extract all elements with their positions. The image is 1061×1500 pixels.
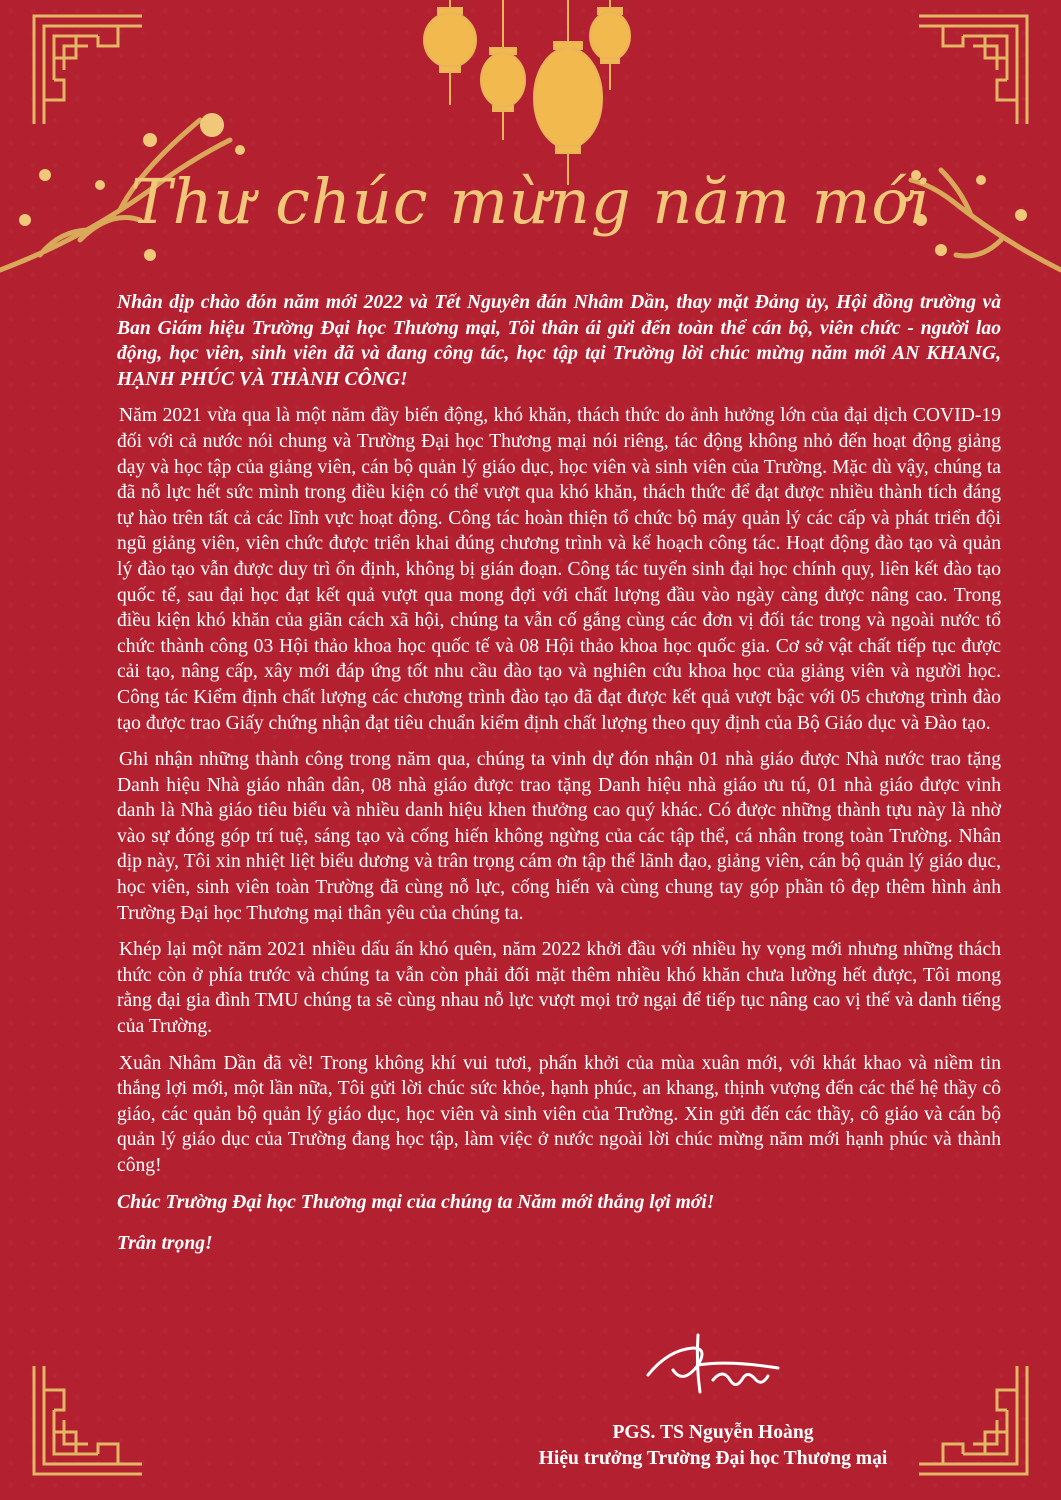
page-title: Thư chúc mừng năm mới: [130, 165, 931, 238]
signature-icon: [638, 1330, 788, 1400]
signature-block: [523, 1330, 903, 1470]
body-paragraph: Khép lại một năm 2021 nhiều dấu ấn khó quên, năm 2022 khởi đầu với nhiều hy vọng mới nhưng những thách thức còn ở phía trước và chúng ta vẫn còn phải đối mặt thêm nhiều khó khăn chưa lường hết được, Tôi mong rằng đại gia đình TMU chúng ta sẽ cùng nhau nỗ lực vượt mọi trở ngại để tiếp tục nâng cao vị thế và danh tiếng của Trường.: [117, 939, 1001, 1038]
corner-ornament-icon: [28, 1360, 148, 1480]
intro-paragraph: Nhân dịp chào đón năm mới 2022 và Tết Nguyên đán Nhâm Dần, thay mặt Đảng ủy, Hội đồng trường và Ban Giám hiệu Trường Đại học Thương mại, Tôi thân ái gửi đến toàn thể cán bộ, viên chức - người lao động, học viên, sinh viên đã và đang công tác, học tập tại Trường lời chúc mừng năm mới AN KHANG, HẠNH PHÚC VÀ THÀNH CÔNG!: [117, 292, 1001, 390]
lantern-icon: [380, 0, 680, 320]
regards: Trân trọng!: [117, 1233, 213, 1255]
closing-wish: Chúc Trường Đại học Thương mại của chúng ta Năm mới thắng lợi mới!: [117, 1191, 715, 1213]
corner-ornament-icon: [913, 1360, 1033, 1480]
body-paragraph: Ghi nhận những thành công trong năm qua, chúng ta vinh dự đón nhận 01 nhà giáo được Nhà nước trao tặng Danh hiệu Nhà giáo nhân dân, 08 nhà giáo được trao tặng Danh hiệu nhà giáo ưu tú, 01 nhà giáo được vinh danh là Nhà giáo tiêu biểu và nhiều danh hiệu khen thưởng cao quý khác. Có được những thành tựu này là nhờ vào sự đóng góp trí tuệ, sáng tạo và cống hiến không ngừng của các tập thể, cá nhân trong toàn Trường. Nhân dịp này, Tôi xin nhiệt liệt biểu dương và trân trọng cám ơn tập thể lãnh đạo, giảng viên, cán bộ quản lý giáo dục, học viên, sinh viên toàn Trường đã cùng nỗ lực, cống hiến và cùng chung tay góp phần tô đẹp thêm hình ảnh Trường Đại học Thương mại thân yêu của chúng ta.: [117, 749, 1001, 924]
letter-body: [117, 290, 1001, 1273]
lanterns-decoration: [380, 0, 680, 320]
corner-ornament-bottom-right: [913, 1360, 1033, 1480]
body-paragraph: Xuân Nhâm Dần đã về! Trong không khí vui tươi, phấn khởi của mùa xuân mới, với khát khao và niềm tin thắng lợi mới, một lần nữa, Tôi gửi lời chúc sức khỏe, hạnh phúc, an khang, thịnh vượng đến các thế hệ thầy cô giáo, các quản bộ quản lý giáo dục, học viên và sinh viên của Trường. Xin gửi đến các thầy, cô giáo và cán bộ quản lý giáo dục của Trường đang học tập, làm việc ở nước ngoài lời chúc mừng năm mới hạnh phúc và thành công!: [117, 1052, 1001, 1176]
signer-title: Hiệu trưởng Trường Đại học Thương mại: [538, 1448, 888, 1469]
corner-ornament-top-right: [913, 10, 1033, 130]
corner-ornament-bottom-left: [28, 1360, 148, 1480]
signer-name: PGS. TS Nguyễn Hoàng: [612, 1422, 814, 1443]
body-paragraph: Năm 2021 vừa qua là một năm đầy biến động, khó khăn, thách thức do ảnh hưởng lớn của đại dịch COVID-19 đối với cả nước nói chung và Trường Đại học Thương mại nói riêng, tác động không nhỏ đến hoạt động giảng dạy và học tập của giảng viên, cán bộ quản lý giáo dục, học viên và sinh viên của Trường. Mặc dù vậy, chúng ta đã nỗ lực hết sức mình trong điều kiện có thể vượt qua khó khăn, thách thức để đạt được nhiều thành tích đáng tự hào trên tất cả các lĩnh vực hoạt động. Công tác hoàn thiện tổ chức bộ máy quản lý các cấp và phát triển đội ngũ giảng viên, viên chức được triển khai đúng chương trình và kế hoạch công tác. Hoạt động đào tạo và quản lý đào tạo vẫn được duy trì ổn định, không bị gián đoạn. Công tác tuyển sinh đại học chính quy, liên kết đào tạo quốc tế, sau đại học đạt kết quả vượt qua mong đợi với chất lượng đầu vào ngày càng được nâng cao. Trong điều kiện khó khăn của giãn cách xã hội, chúng ta vẫn cố gắng cùng các đơn vị đối tác trong và ngoài nước tổ chức thành công 03 Hội thảo khoa học quốc tế và 08 Hội thảo khoa học quốc gia. Cơ sở vật chất tiếp tục được cải tạo, nâng cấp, xây mới đáp ứng tốt nhu cầu đào tạo và nghiên cứu khoa học của giảng viên và người học. Công tác Kiểm định chất lượng các chương trình đào tạo đã đạt được kết quả vượt bậc với 05 chương trình đào tạo được trao Giấy chứng nhận đạt tiêu chuẩn kiểm định chất lượng theo quy định của Bộ Giáo dục và Đào tạo.: [117, 405, 1001, 734]
corner-ornament-icon: [913, 10, 1033, 130]
